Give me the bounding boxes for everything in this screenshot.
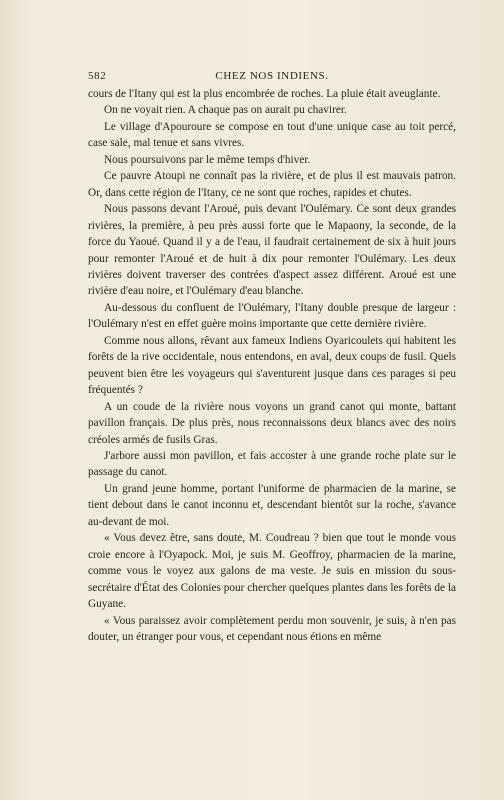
page-header <box>88 70 456 84</box>
paragraph: Le village d'Apouroure se compose en tout d'une unique case au toit percé, case sale, mal tenue et sans vivres. <box>88 120 456 150</box>
paragraph: Nous poursuivons par le même temps d'hiver. <box>104 153 311 166</box>
paragraph: A un coude de la rivière nous voyons un grand canot qui monte, battant pavillon français. De plus près, nous reconnaissons deux blancs avec des noirs créoles armés de fusils Gras. <box>88 400 456 446</box>
paragraph: Nous passons devant l'Aroué, puis devant l'Oulémary. Ce sont deux grandes rivières, la première, à peu près aussi forte que le Mapaony, la seconde, de la force du Yaoué. Quand il y a de l'eau, il faudrait certainement de six à huit jours pour remonter l'Aroué et de huit à dix pour remonter l'Oulémary. Les deux rivières doivent traverser des contrées d'aspect assez différent. Aroué est une rivière d'eau noire, et l'Oulémary d'eau blanche. <box>88 203 456 298</box>
paragraph: Ce pauvre Atoupi ne connaît pas la rivière, et de plus il est mauvais patron. Or, dans cette région de l'Itany, ce ne sont que roches, rapides et chutes. <box>88 170 456 199</box>
paragraph: Un grand jeune homme, portant l'uniforme de pharmacien de la marine, se tient debout dans le canot inconnu et, descendant bientôt sur la roche, s'avance au-devant de moi. <box>88 482 456 528</box>
paragraph: « Vous paraissez avoir complètement perdu mon souvenir, je suis, à n'en pas douter, un étranger pour vous, et cependant nous étions en même <box>88 614 456 643</box>
page-number: 582 <box>88 70 107 82</box>
paragraph: On ne voyait rien. A chaque pas on aurait pu chavirer. <box>104 104 347 117</box>
running-title: CHEZ NOS INDIENS. <box>215 70 329 82</box>
paragraph: Comme nous allons, rêvant aux fameux Indiens Oyaricoulets qui habitent les forêts de la rive occidentale, nous entendons, en aval, deux coups de fusil. Quels peuvent bien être les voyageurs qui s'aventurent jusque dans ces parages si peu fréquentés ? <box>88 334 456 397</box>
paragraph: cours de l'Itany qui est la plus encombrée de roches. La pluie était aveuglante. <box>88 88 441 100</box>
paragraph: Au-dessous du confluent de l'Oulémary, l'Itany double presque de largeur : l'Oulémary n'est en effet guère moins importante que cette dernière rivière. <box>88 301 456 331</box>
paragraph: « Vous devez être, sans doute, M. Coudreau ? bien que tout le monde vous croie encore à l'Oyapock. Moi, je suis M. Geoffroy, pharmacien de la marine, comme vous le voyez aux galons de ma veste. Je suis en mission du sous-secrétaire d'État des Colonies pour chercher quelques plantes dans les forêts de la Guyane. <box>88 532 456 611</box>
paragraph: J'arbore aussi mon pavillon, et fais accoster à une grande roche plate sur le passage du canot. <box>88 449 456 479</box>
body-text <box>88 86 456 645</box>
